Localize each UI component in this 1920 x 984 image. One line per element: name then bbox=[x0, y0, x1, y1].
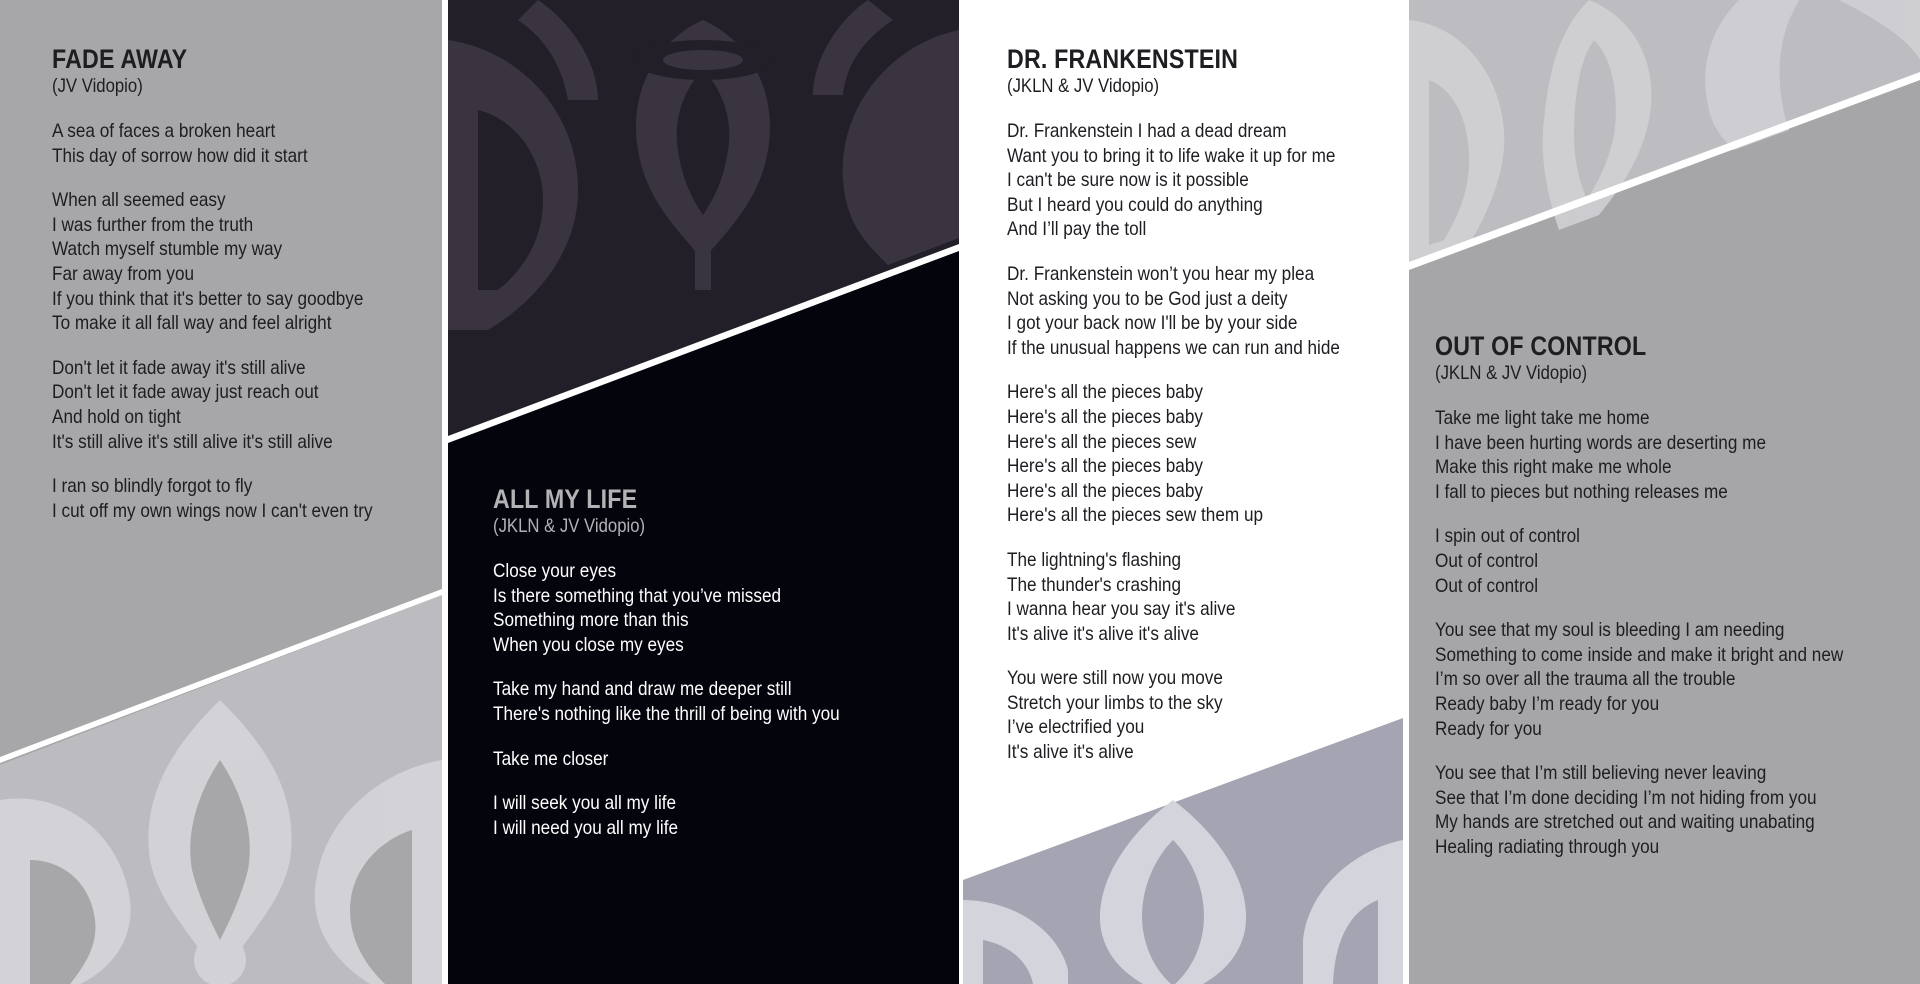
lyric-line: Ready for you bbox=[1435, 717, 1542, 740]
song-dr-frankenstein bbox=[1007, 44, 1385, 785]
lyric-line: You see that I’m still believing never leaving bbox=[1435, 762, 1767, 785]
lyric-line: Something more than this bbox=[493, 609, 689, 632]
lyric-line: It's still alive it's still alive it's still alive bbox=[52, 430, 333, 453]
lyric-line: I cut off my own wings now I can't even try bbox=[52, 499, 373, 522]
stanza bbox=[493, 559, 887, 657]
lyric-line: Want you to bring it to life wake it up for me bbox=[1007, 144, 1336, 167]
song-fade-away bbox=[52, 44, 416, 543]
lyric-line: Here's all the pieces baby bbox=[1007, 479, 1203, 502]
stanza bbox=[1435, 524, 1899, 598]
lyric-line: Not asking you to be God just a deity bbox=[1007, 287, 1288, 310]
panel-out-of-control bbox=[1409, 0, 1920, 984]
stanza bbox=[1007, 262, 1385, 360]
lyric-line: Here's all the pieces sew them up bbox=[1007, 504, 1264, 527]
lyric-line: Stretch your limbs to the sky bbox=[1007, 691, 1223, 714]
lyric-line: I got your back now I'll be by your side bbox=[1007, 312, 1298, 335]
lyric-line: I was further from the truth bbox=[52, 213, 254, 236]
lyric-line: Here's all the pieces sew bbox=[1007, 430, 1197, 453]
lyric-line: Here's all the pieces baby bbox=[1007, 405, 1203, 428]
lyric-line: Out of control bbox=[1435, 574, 1539, 597]
song-title: ALL MY LIFE bbox=[493, 484, 638, 514]
lyric-line: Don't let it fade away just reach out bbox=[52, 381, 319, 404]
panel-fade-away bbox=[0, 0, 442, 984]
lyric-line: And I’ll pay the toll bbox=[1007, 218, 1147, 241]
lyric-line: Close your eyes bbox=[493, 560, 617, 582]
lyric-line: It's alive it's alive it's alive bbox=[1007, 622, 1199, 645]
panel-dr-frankenstein bbox=[963, 0, 1405, 984]
lyric-line: You were still now you move bbox=[1007, 667, 1223, 690]
lyric-line: Out of control bbox=[1435, 549, 1539, 572]
lyric-line: Dr. Frankenstein won’t you hear my plea bbox=[1007, 262, 1315, 285]
stanza bbox=[1007, 548, 1385, 646]
lyric-line: My hands are stretched out and waiting unabating bbox=[1435, 811, 1815, 834]
stanza bbox=[1435, 761, 1899, 859]
lyric-line: When you close my eyes bbox=[493, 633, 684, 656]
lyric-line: Is there something that you’ve missed bbox=[493, 584, 782, 607]
lyric-line: When all seemed easy bbox=[52, 189, 226, 212]
lyric-line: I fall to pieces but nothing releases me bbox=[1435, 480, 1728, 503]
lyric-line: If the unusual happens we can run and hide bbox=[1007, 336, 1340, 359]
song-credit: (JKLN & JV Vidopio) bbox=[493, 516, 646, 537]
lyric-line: I spin out of control bbox=[1435, 525, 1580, 548]
lyric-line: See that I’m done deciding I’m not hiding from you bbox=[1435, 786, 1817, 809]
lyric-line: The lightning's flashing bbox=[1007, 548, 1182, 571]
stanza bbox=[52, 188, 416, 336]
lyric-line: I have been hurting words are deserting me bbox=[1435, 431, 1767, 454]
song-all-my-life bbox=[493, 484, 887, 860]
lyric-line: Make this right make me whole bbox=[1435, 456, 1672, 479]
lyric-line: Take my hand and draw me deeper still bbox=[493, 678, 792, 701]
stanza bbox=[1007, 380, 1385, 528]
lyric-line: Watch myself stumble my way bbox=[52, 238, 283, 261]
song-title: OUT OF CONTROL bbox=[1435, 331, 1647, 361]
lyric-line: If you think that it's better to say goodbye bbox=[52, 287, 364, 310]
lyric-line: I will need you all my life bbox=[493, 816, 679, 839]
song-out-of-control bbox=[1435, 331, 1899, 880]
song-credit: (JKLN & JV Vidopio) bbox=[1435, 363, 1588, 384]
lyric-line: I ran so blindly forgot to fly bbox=[52, 475, 253, 498]
lyric-line: And hold on tight bbox=[52, 405, 181, 428]
lyric-line: Here's all the pieces baby bbox=[1007, 455, 1203, 478]
stanza bbox=[1435, 406, 1899, 504]
lyric-line: Something to come inside and make it bright and new bbox=[1435, 643, 1844, 666]
song-credit: (JV Vidopio) bbox=[52, 76, 143, 97]
lyric-line: Far away from you bbox=[52, 262, 195, 285]
lyric-line: You see that my soul is bleeding I am needing bbox=[1435, 619, 1785, 642]
lyric-line: Dr. Frankenstein I had a dead dream bbox=[1007, 120, 1287, 142]
lyric-line: I can't be sure now is it possible bbox=[1007, 169, 1249, 192]
stanza bbox=[493, 747, 887, 772]
stanza bbox=[52, 474, 416, 523]
lyric-line: I will seek you all my life bbox=[493, 792, 677, 815]
lyric-line: I wanna hear you say it's alive bbox=[1007, 598, 1236, 621]
lyric-line: I’m so over all the trauma all the trouble bbox=[1435, 668, 1736, 691]
stanza bbox=[1007, 666, 1385, 764]
stanza bbox=[493, 677, 887, 726]
stanza bbox=[52, 356, 416, 454]
lyric-line: This day of sorrow how did it start bbox=[52, 144, 308, 167]
lyric-line: But I heard you could do anything bbox=[1007, 193, 1263, 216]
song-title: FADE AWAY bbox=[52, 44, 188, 74]
lyric-line: A sea of faces a broken heart bbox=[52, 120, 276, 142]
stanza bbox=[493, 791, 887, 840]
lyric-line: Take me light take me home bbox=[1435, 407, 1650, 429]
lyric-line: I’ve electrified you bbox=[1007, 716, 1145, 739]
lyric-line: It's alive it's alive bbox=[1007, 741, 1134, 764]
stanza bbox=[1435, 618, 1899, 741]
stanza bbox=[52, 119, 416, 168]
song-title: DR. FRANKENSTEIN bbox=[1007, 44, 1239, 74]
song-credit: (JKLN & JV Vidopio) bbox=[1007, 76, 1160, 97]
lyric-line: There's nothing like the thrill of being with you bbox=[493, 702, 840, 725]
lyric-line: To make it all fall way and feel alright bbox=[52, 312, 332, 335]
lyric-line: Healing radiating through you bbox=[1435, 835, 1660, 858]
stanza bbox=[1007, 119, 1385, 242]
lyric-line: Don't let it fade away it's still alive bbox=[52, 356, 306, 379]
panel-all-my-life bbox=[448, 0, 959, 984]
lyric-line: Here's all the pieces baby bbox=[1007, 381, 1203, 404]
lyric-line: Ready baby I’m ready for you bbox=[1435, 692, 1660, 715]
lyric-line: Take me closer bbox=[493, 747, 609, 770]
lyric-line: The thunder's crashing bbox=[1007, 573, 1182, 596]
